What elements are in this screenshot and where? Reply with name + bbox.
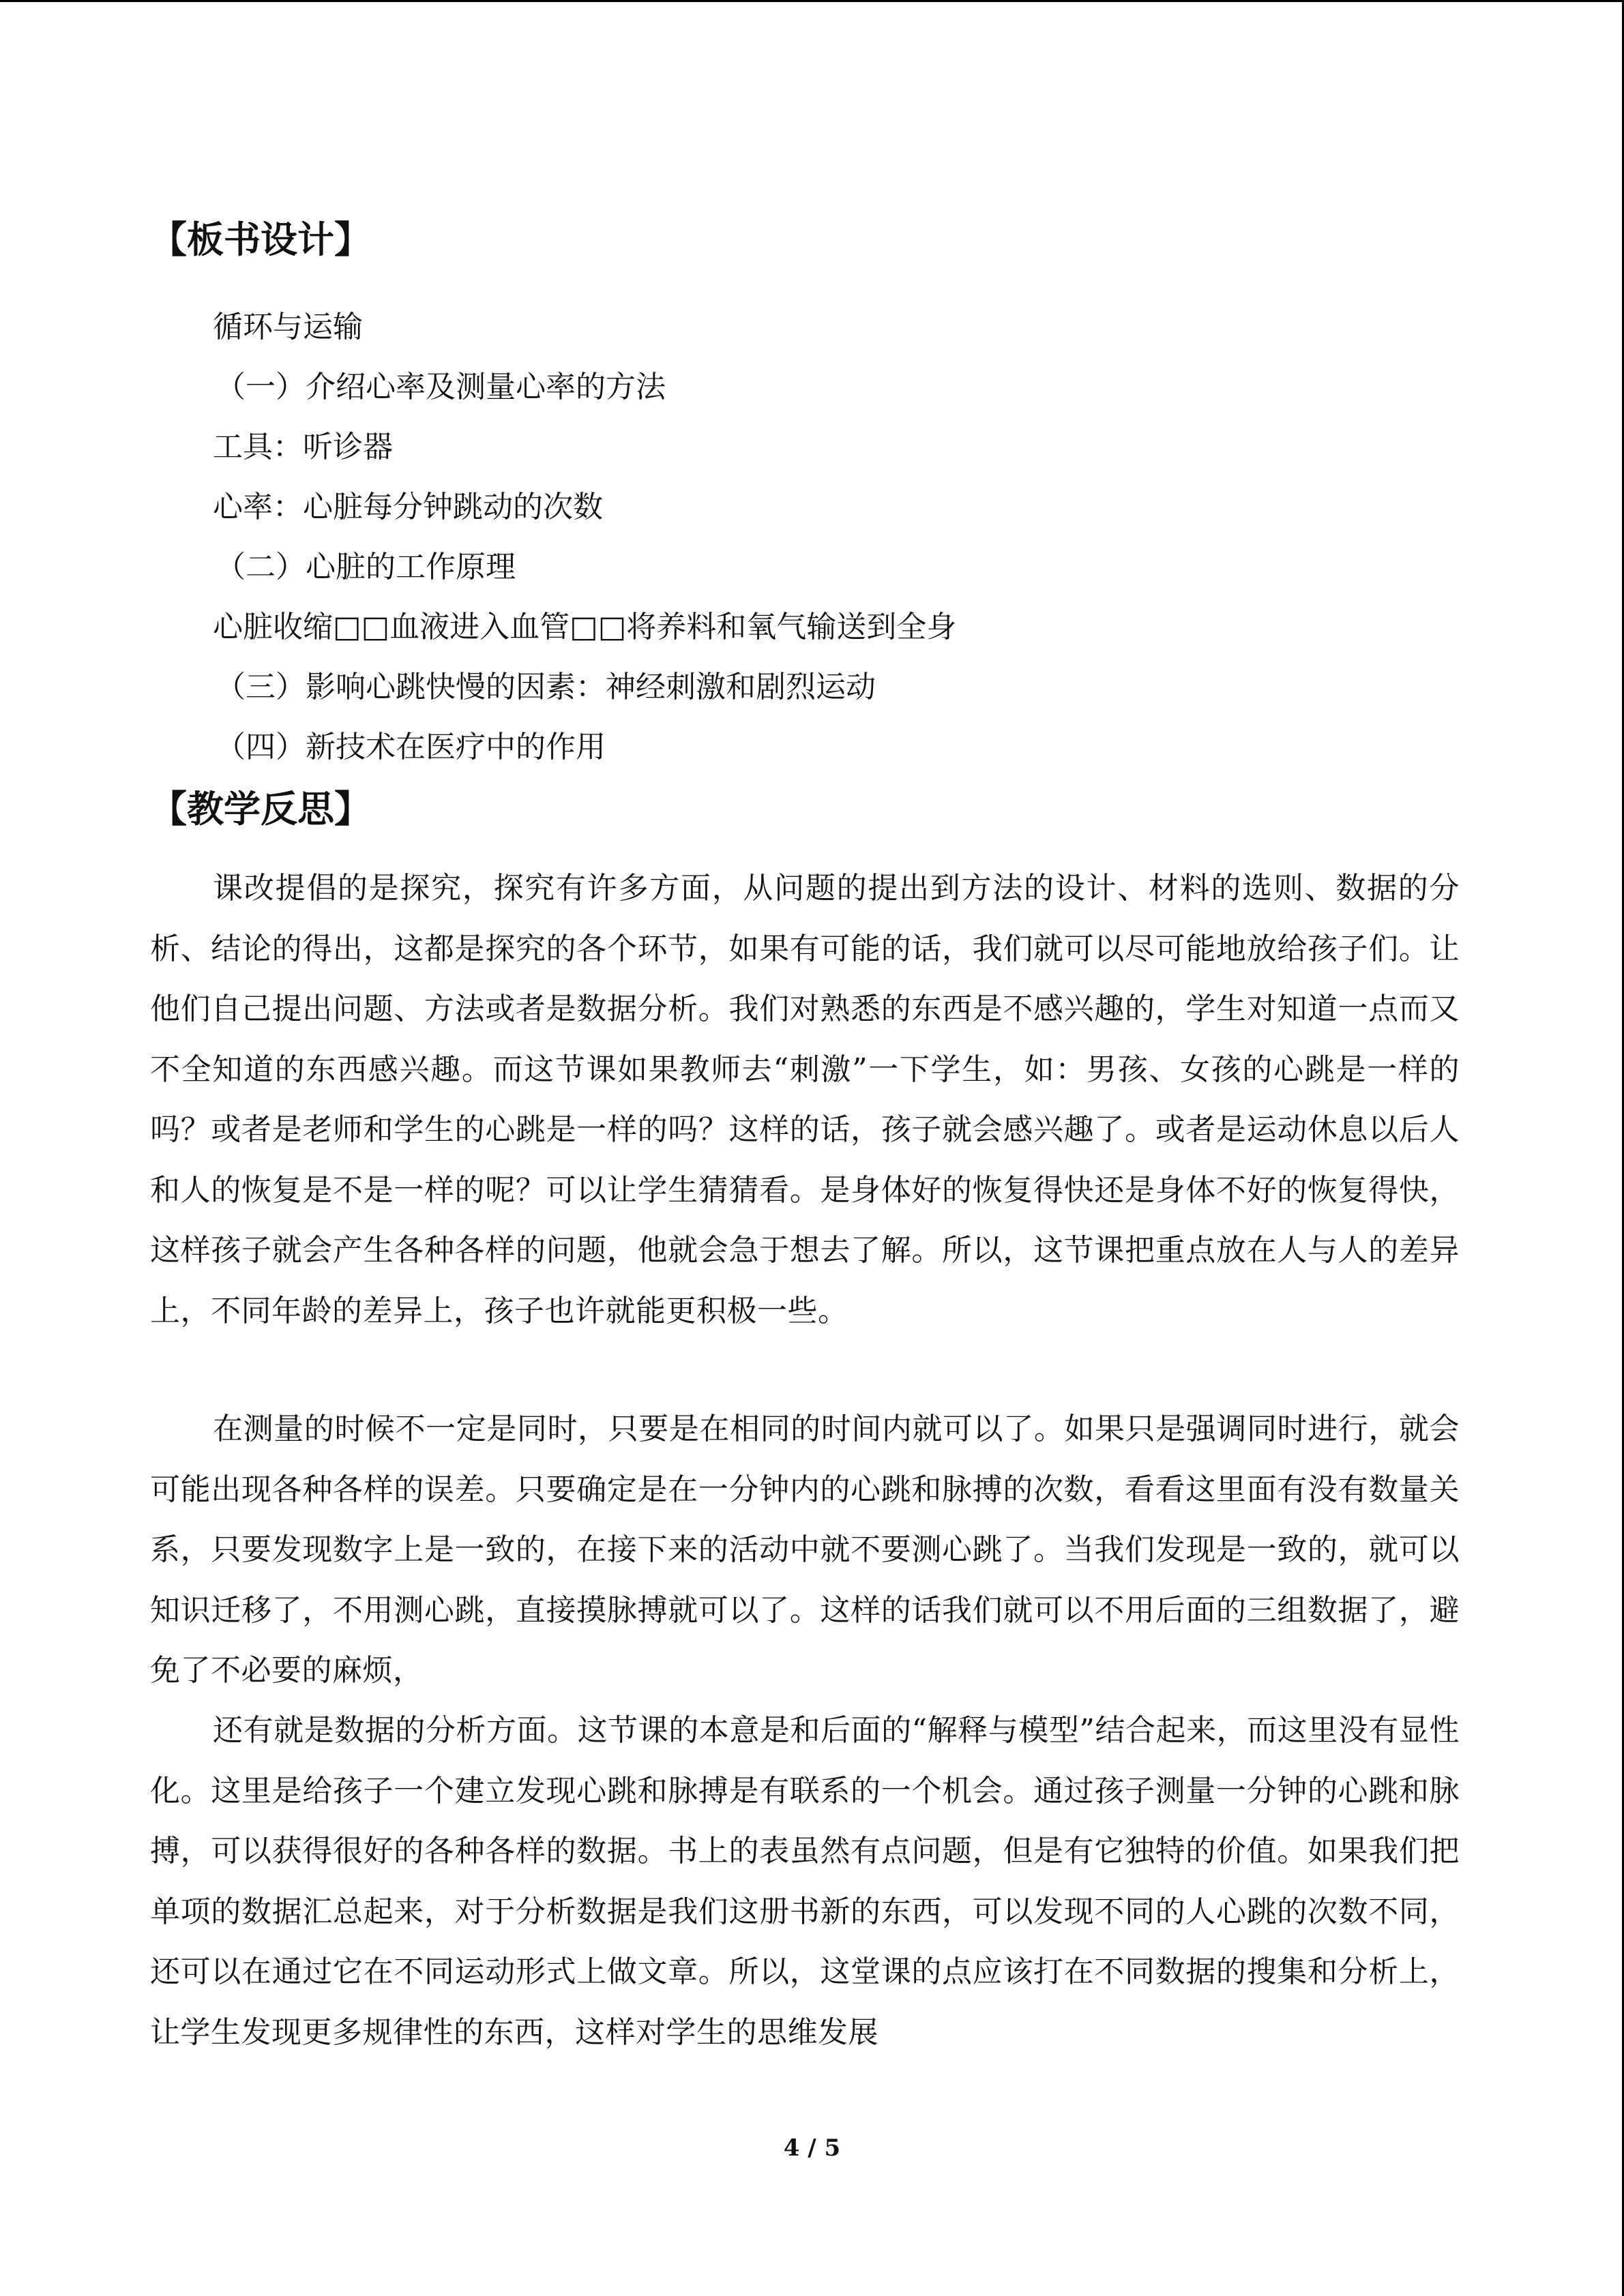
reflection-paragraph: 课改提倡的是探究，探究有许多方面，从问题的提出到方法的设计、材料的选则、数据的分析、结论的得出，这都是探究的各个环节，如果有可能的话，我们就可以尽可能地放给孩子们。让他们自己提出问题、方法或者是数据分析。我们对熟悉的东西是不感兴趣的，学生对知道一点而又不全知道的东西感兴趣。而这节课如果教师去“刺激”一下学生，如：男孩、女孩的心跳是一样的吗？或者是老师和学生的心跳是一样的吗？这样的话，孩子就会感兴趣了。或者是运动休息以后人和人的恢复是不是一样的呢？可以让学生猜猜看。是身体好的恢复得快还是身体不好的恢复得快，这样孩子就会产生各种各样的问题，他就会急于想去了解。所以，这节课把重点放在人与人的差异上，不同年龄的差异上，孩子也许就能更积极一些。 [150,871,1460,1328]
outline-line: 心率：心脏每分钟跳动的次数 [213,490,603,524]
outline-line: 工具：听诊器 [213,430,393,464]
outline-line: 心脏收缩□□血液进入血管□□将养料和氧气输送到全身 [213,610,957,644]
reflection-paragraph: 还有就是数据的分析方面。这节课的本意是和后面的“解释与模型”结合起来，而这里没有显性化。这里是给孩子一个建立发现心跳和脉搏是有联系的一个机会。通过孩子测量一分钟的心跳和脉搏，可以获得很好的各种各样的数据。书上的表虽然有点问题，但是有它独特的价值。如果我们把单项的数据汇总起来，对于分析数据是我们这册书新的东西，可以发现不同的人心跳的次数不同，还可以在通过它在不同运动形式上做文章。所以，这堂课的点应该打在不同数据的搜集和分析上，让学生发现更多规律性的东西，这样对学生的思维发展 [150,1713,1460,2050]
board-design-outline [213,297,956,777]
outline-line: （三）影响心跳快慢的因素：神经刺激和剧烈运动 [216,670,876,704]
outline-line: （一）介绍心率及测量心率的方法 [216,370,666,404]
outline-line: （四）新技术在医疗中的作用 [216,730,606,764]
board-design-heading: 【板书设计】 [150,218,371,261]
reflection-heading: 【教学反思】 [150,788,371,831]
page-number: 4 / 5 [783,2134,841,2162]
reflection-paragraph: 在测量的时候不一定是同时，只要是在相同的时间内就可以了。如果只是强调同时进行，就会可能出现各种各样的误差。只要确定是在一分钟内的心跳和脉搏的次数，看看这里面有没有数量关系，只要发现数字上是一致的，在接下来的活动中就不要测心跳了。当我们发现是一致的，就可以知识迁移了，不用测心跳，直接摸脉搏就可以了。这样的话我们就可以不用后面的三组数据了，避免了不必要的麻烦， [150,1412,1460,1688]
outline-line: 循环与运输 [213,310,363,344]
outline-line: （二）心脏的工作原理 [216,550,516,584]
